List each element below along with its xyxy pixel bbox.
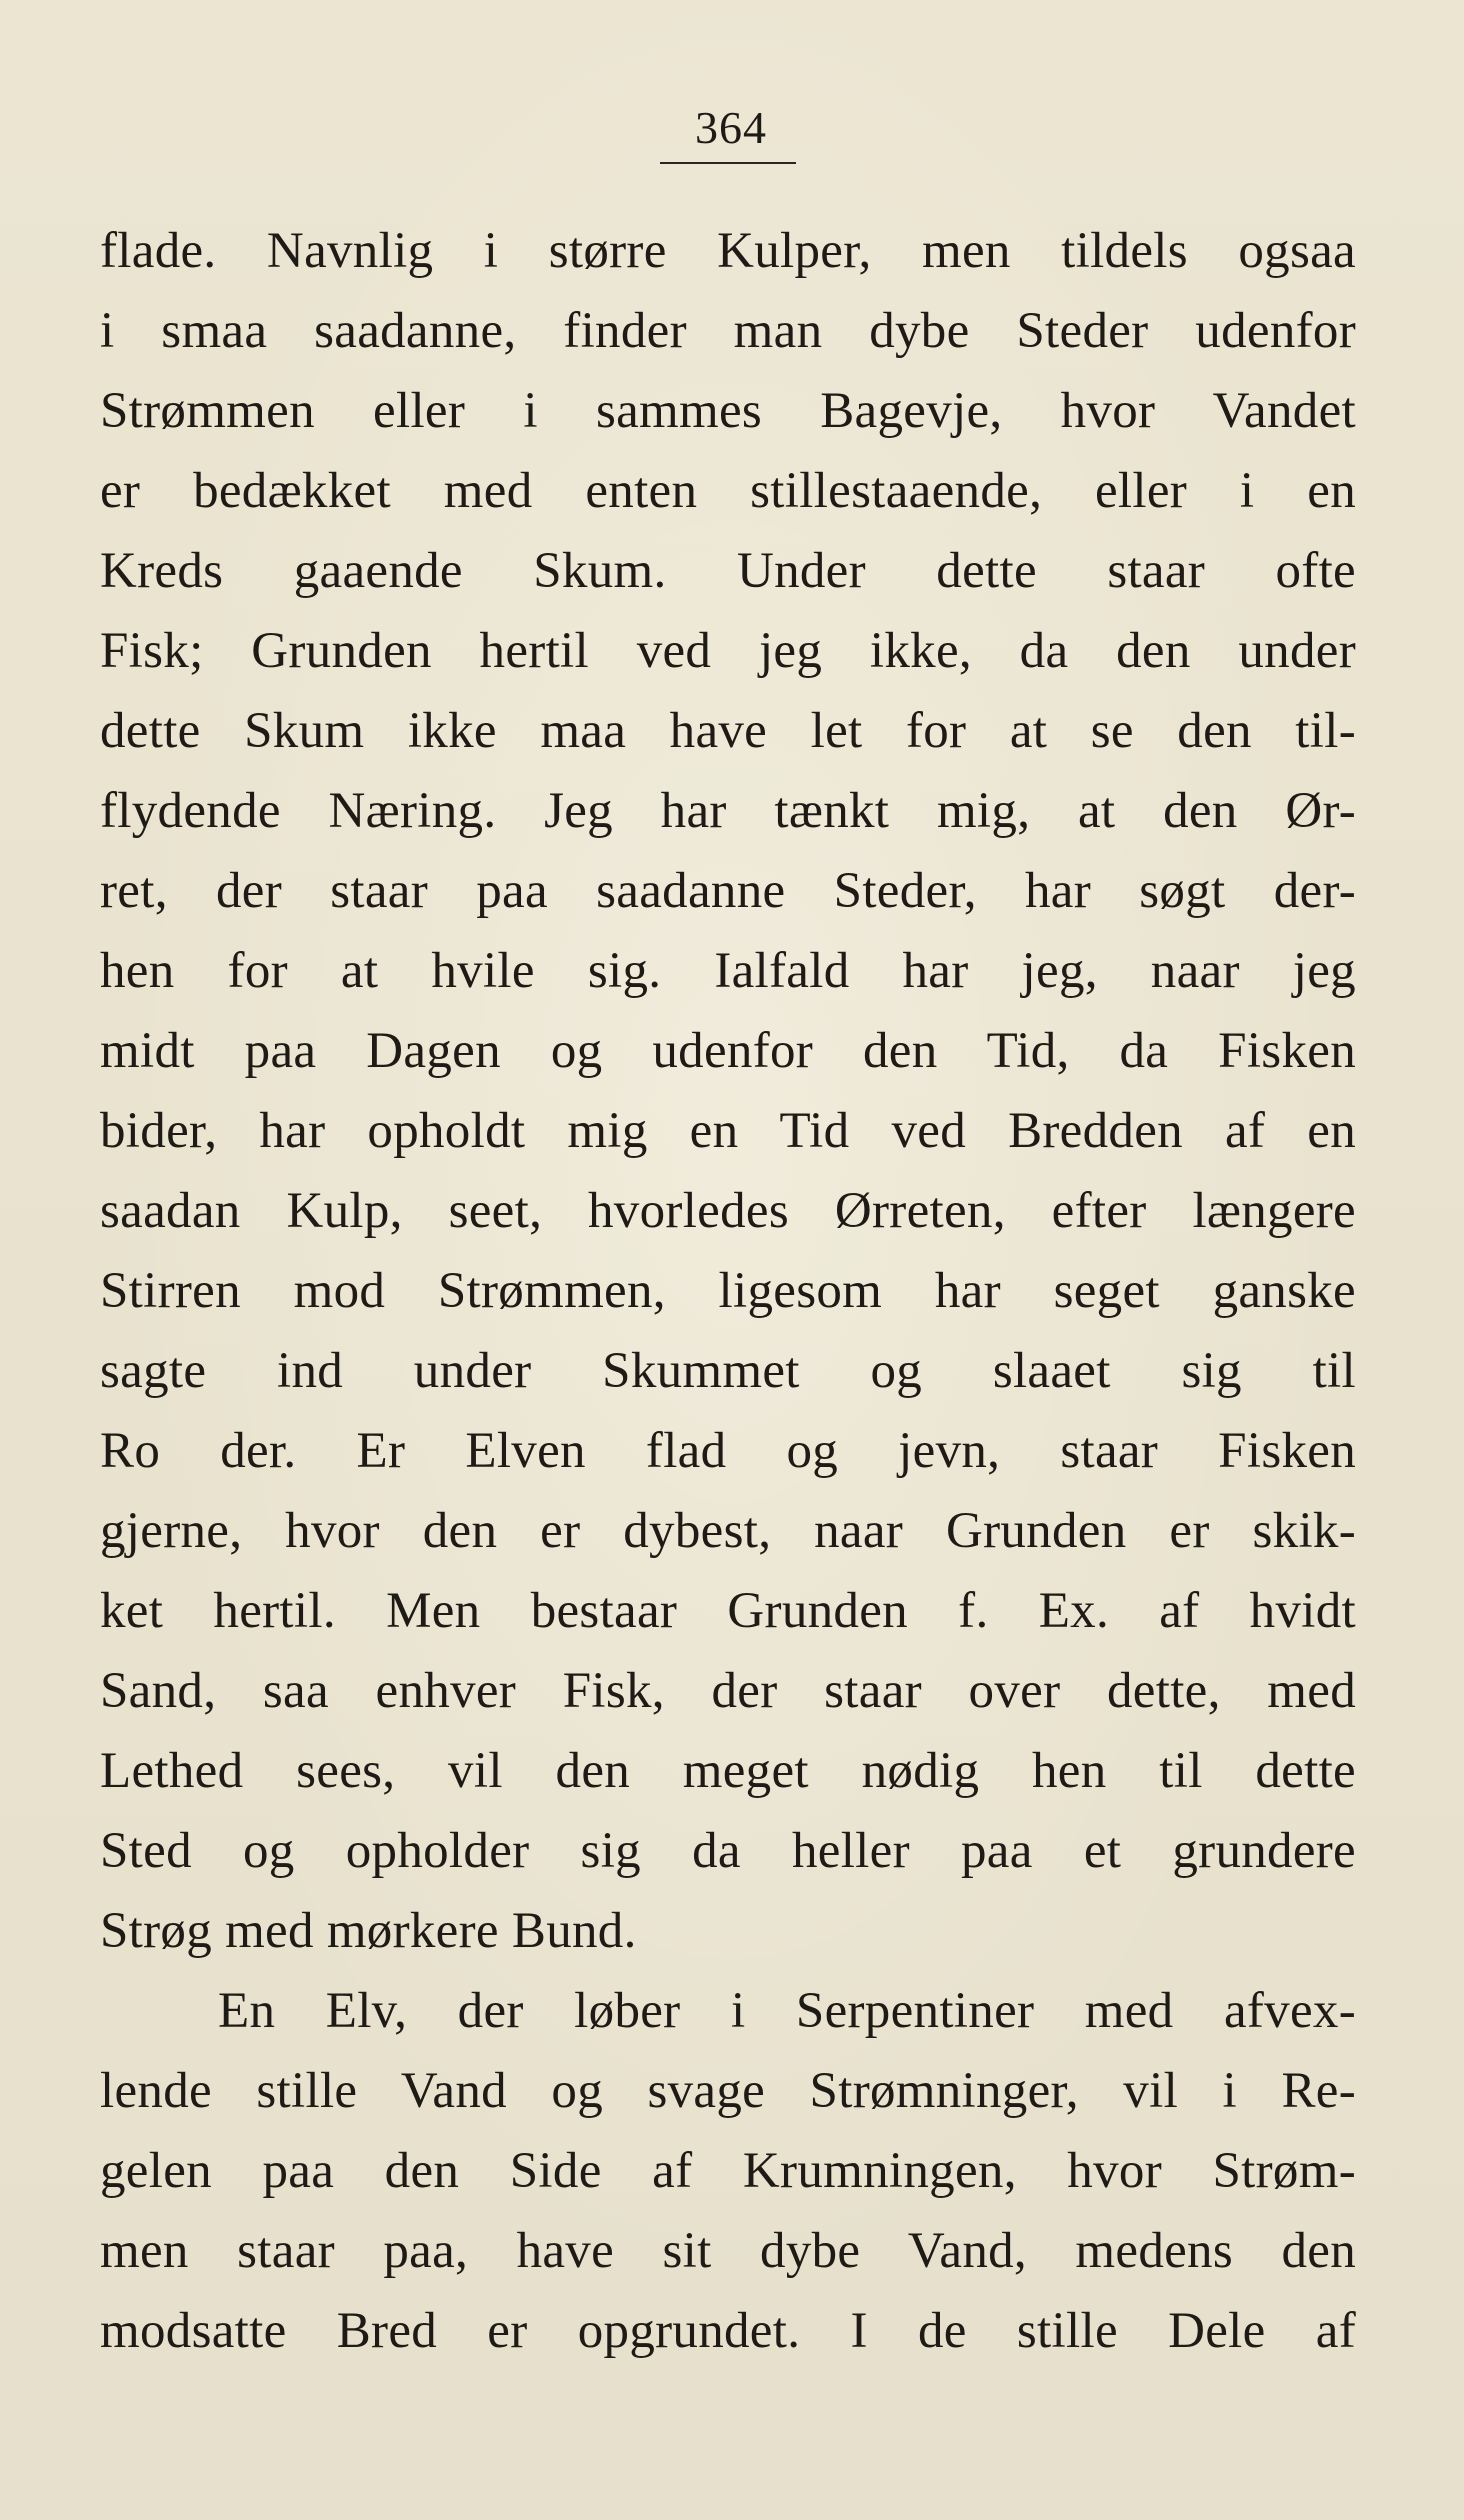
text-line-paragraph-start: En Elv, der løber i Serpentiner med afvex- [218,1983,1356,2039]
text-line: ret, der staar paa saadanne Steder, har søgt der- [100,863,1356,919]
text-line: Sted og opholder sig da heller paa et grundere [100,1823,1356,1879]
text-line: gelen paa den Side af Krumningen, hvor Strøm- [100,2143,1356,2199]
text-line-paragraph-end: Strøg med mørkere Bund. [100,1903,637,1959]
text-line: gjerne, hvor den er dybest, naar Grunden er skik- [100,1503,1356,1559]
text-line: Stirren mod Strømmen, ligesom har seget ganske [100,1263,1356,1319]
text-line: ket hertil. Men bestaar Grunden f. Ex. af hvidt [100,1583,1356,1639]
text-line: sagte ind under Skummet og slaaet sig til [100,1343,1356,1399]
text-line: hen for at hvile sig. Ialfald har jeg, naar jeg [100,943,1356,999]
text-line: modsatte Bred er opgrundet. I de stille Dele af [100,2303,1356,2359]
page-number-rule [660,162,796,164]
page-number: 364 [695,102,767,153]
text-line: midt paa Dagen og udenfor den Tid, da Fisken [100,1023,1356,1079]
text-line: Sand, saa enhver Fisk, der staar over dette, med [100,1663,1356,1719]
text-line: Strømmen eller i sammes Bagevje, hvor Vandet [100,383,1356,439]
text-line: Lethed sees, vil den meget nødig hen til dette [100,1743,1356,1799]
text-line: Ro der. Er Elven flad og jevn, staar Fisken [100,1423,1356,1479]
text-line: flydende Næring. Jeg har tænkt mig, at den Ør- [100,783,1356,839]
text-line: lende stille Vand og svage Strømninger, vil i Re- [100,2063,1356,2119]
text-line: er bedækket med enten stillestaaende, eller i en [100,463,1356,519]
text-line: men staar paa, have sit dybe Vand, medens den [100,2223,1356,2279]
text-line: i smaa saadanne, finder man dybe Steder udenfor [100,303,1356,359]
body-text [100,211,1356,2371]
text-line: Fisk; Grunden hertil ved jeg ikke, da den under [100,623,1356,679]
text-line: bider, har opholdt mig en Tid ved Bredden af en [100,1103,1356,1159]
text-line: Kreds gaaende Skum. Under dette staar ofte [100,543,1356,599]
text-line: saadan Kulp, seet, hvorledes Ørreten, efter længere [100,1183,1356,1239]
text-line: flade. Navnlig i større Kulper, men tildels ogsaa [100,223,1356,279]
text-line: dette Skum ikke maa have let for at se den til- [100,703,1356,759]
